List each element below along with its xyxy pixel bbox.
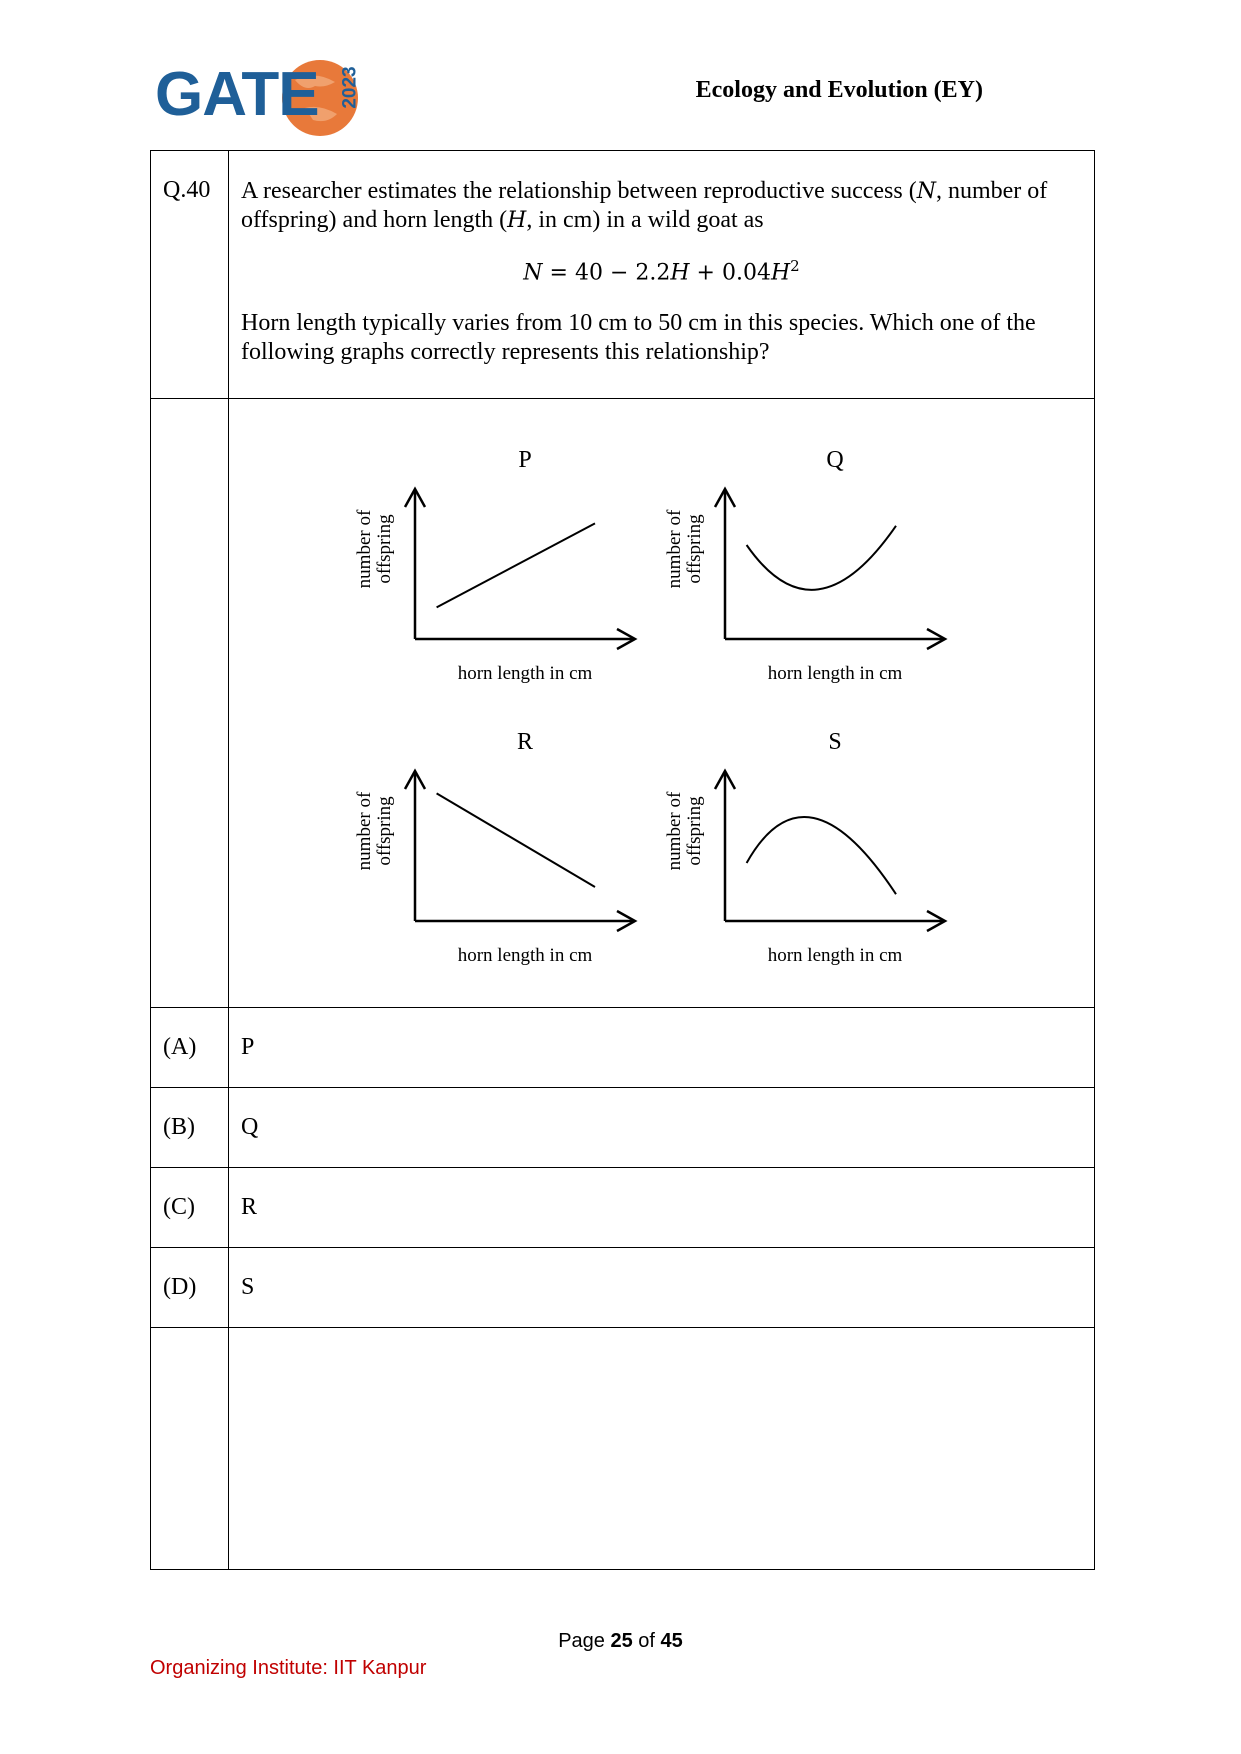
page-number: Page 25 of 45 <box>558 1630 683 1652</box>
question-text: A researcher estimates the relationship between reproductive success (N, number of offspring) and horn length (H, in cm) in a wild goat as <box>241 178 1048 233</box>
graph-p-xlabel: horn length in cm <box>457 663 593 684</box>
graph-s-xlabel: horn length in cm <box>767 945 903 966</box>
graph-q-ylabel-line2: offspring <box>684 514 705 584</box>
question-row <box>151 151 1095 399</box>
graph-r-title: R <box>516 729 534 755</box>
graph-q-xlabel: horn length in cm <box>767 663 903 684</box>
graph-s-ylabel-line1: number of <box>664 791 685 871</box>
option-row-a[interactable] <box>151 1008 1095 1088</box>
option-label: (D) <box>151 1248 229 1328</box>
graph-s-curve <box>747 817 896 894</box>
equation: $N = 40 - 2.2H + 0.04H^2$ <box>523 257 800 286</box>
question-table <box>150 150 1095 1570</box>
option-value: P <box>229 1008 1095 1088</box>
figure-row <box>151 399 1095 1008</box>
graphs-svg <box>229 399 1093 1007</box>
graph-p-curve <box>437 523 595 607</box>
option-value: R <box>229 1168 1095 1248</box>
gate-logo <box>155 58 365 138</box>
graph-p-ylabel-line2: offspring <box>374 514 395 584</box>
graph-q-ylabel-line1: number of <box>664 509 685 589</box>
option-value: Q <box>229 1088 1095 1168</box>
option-row-c[interactable] <box>151 1168 1095 1248</box>
graph-s-title: S <box>828 729 842 755</box>
option-row-b[interactable] <box>151 1088 1095 1168</box>
graph-s-ylabel-line2: offspring <box>684 796 705 866</box>
graph-r-xlabel: horn length in cm <box>457 945 593 966</box>
question-number: Q.40 <box>151 151 229 399</box>
graph-p-ylabel-line1: number of <box>354 509 375 589</box>
question-body <box>229 151 1095 399</box>
blank-row <box>151 1328 1095 1570</box>
question-text-after: Horn length typically varies from 10 cm to 50 cm in this species. Which one of the following graphs correctly represents this relationship? <box>241 310 1036 366</box>
logo-year: 2023 <box>339 66 361 109</box>
option-label: (B) <box>151 1088 229 1168</box>
graph-p-title: P <box>518 447 532 473</box>
graph-r-curve <box>437 793 595 887</box>
organizer: Organizing Institute: IIT Kanpur <box>150 1657 427 1679</box>
option-label: (A) <box>151 1008 229 1088</box>
graph-r-ylabel-line2: offspring <box>374 796 395 866</box>
subject-title: Ecology and Evolution (EY) <box>695 77 983 103</box>
option-label: (C) <box>151 1168 229 1248</box>
option-row-d[interactable] <box>151 1248 1095 1328</box>
logo-text: GATE <box>155 60 319 129</box>
graphs-figure <box>229 399 1094 1007</box>
option-value: S <box>229 1248 1095 1328</box>
graph-q-title: Q <box>826 447 844 473</box>
graph-q-curve <box>747 526 896 590</box>
graph-r-ylabel-line1: number of <box>354 791 375 871</box>
